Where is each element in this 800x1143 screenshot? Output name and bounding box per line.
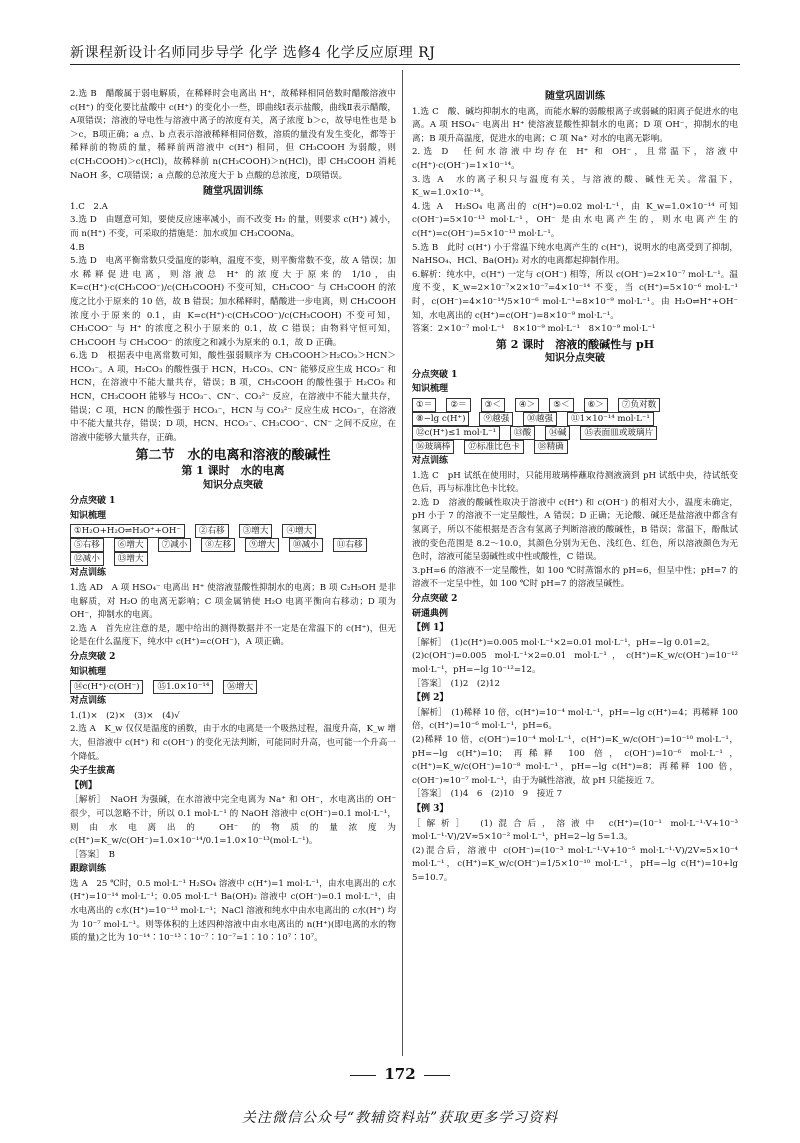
paragraph: ［答案］ B xyxy=(70,849,115,860)
paragraph: 2.选 D 任何水溶液中均存在 H⁺ 和 OH⁻，且常温下，溶液中 c(H⁺)·c(OH⁻)=1×10⁻¹⁴。 xyxy=(412,147,738,171)
paragraph: 1.(1)× (2)× (3)× (4)√ xyxy=(70,710,180,721)
answer-cell: ⑫c(H⁺)≤1 mol·L⁻¹ xyxy=(412,426,500,440)
paragraph: 4.B xyxy=(70,242,85,253)
answer-cell: ⑧左移 xyxy=(201,538,235,552)
answer-cell: ⑥增大 xyxy=(114,538,148,552)
paragraph: 选 A 25 ℃时，0.5 mol·L⁻¹ H₂SO₄ 溶液中 c(H⁺)=1 mol·L⁻¹，由水电离出的 c水(H⁺)=10⁻¹⁴ mol·L⁻¹；0.05 mol·L⁻¹ Ba(OH)₂ 溶液中 c(OH⁻)=0.1 mol·L⁻¹，由水电离出的 c水(H⁺)=10⁻¹³ mol·L⁻¹；NaCl 溶液和纯水中由水电离出的 c水(H⁺) 均为 10⁻⁷ mol·L⁻¹。则等体积的上述四种溶液中由水电离出的 n(H⁺)(即电离的水的物质的量)之比为 10⁻¹⁴∶10⁻¹³∶10⁻⁷∶10⁻⁷=1∶10∶10⁷∶10⁷。 xyxy=(70,878,396,944)
answer-cell: ⑤＜ xyxy=(549,398,573,412)
right-column xyxy=(412,88,738,1050)
answer-grid-row xyxy=(70,524,396,538)
paragraph: (2)c(OH⁻)=0.005 mol·L⁻¹×2=0.01 mol·L⁻¹，c(H⁺)=K_w/c(OH⁻)=10⁻¹² mol·L⁻¹，pH=−lg 10⁻¹²=12。 xyxy=(412,651,738,675)
paragraph: 2.选 B 醋酸属于弱电解质，在稀释时会电离出 H⁺，故稀释相同倍数时醋酸溶液中 c(H⁺) 的变化要比盐酸中 c(H⁺) 的变化小一些，即曲线Ⅰ表示盐酸，曲线Ⅱ表示醋酸，A项错误；溶液的导电性与溶液中离子的浓度有关，离子浓度 b＞c，故导电性也是 b＞c，B项正确；a 点、b 点表示溶液稀释相同倍数，溶质的量没有发生变化，都等于稀释前的物质的量，稀释前两溶液中 c(H⁺) 相同，但 CH₃COOH 为弱酸，则 c(CH₃COOH)＞c(HCl)，故稀释前 n(CH₃COOH)＞n(HCl)，即 CH₃COOH 消耗 NaOH 多，C项错误；a 点酸的总浓度大于 b 点酸的总浓度，D项错误。 xyxy=(70,89,396,181)
sub-heading: 知识分点突破 xyxy=(203,479,263,491)
paragraph: 答案：2×10⁻⁷ mol·L⁻¹ 8×10⁻⁹ mol·L⁻¹ 8×10⁻⁹ mol·L⁻¹ xyxy=(412,324,656,335)
answer-cell: ③增大 xyxy=(239,524,273,538)
answer-cell: ⑭c(H⁺)·c(OH⁻) xyxy=(70,680,143,694)
paragraph: 4.选 A H₂SO₄ 电离出的 c(H⁺)=0.02 mol·L⁻¹，由 K_w=1.0×10⁻¹⁴ 可知 c(OH⁻)=5×10⁻¹³ mol·L⁻¹，OH⁻ 是由水电离产生的，则水电离产生的 c(H⁺)=c(OH⁻)=5×10⁻¹³ mol·L⁻¹。 xyxy=(412,201,738,239)
answer-grid-row xyxy=(70,680,396,694)
paragraph: ［答案］ (1)2 (2)12 xyxy=(412,678,501,689)
label-heading: 知识梳理 xyxy=(70,510,107,521)
answer-cell: ③＜ xyxy=(481,398,505,412)
left-column xyxy=(70,88,396,1050)
paragraph: 6.解析：纯水中，c(H⁺) 一定与 c(OH⁻) 相等，所以 c(OH⁻)=2×10⁻⁷ mol·L⁻¹。温度不变，K_w=2×10⁻⁷×2×10⁻⁷=4×10⁻¹⁴ 不变，当 c(H⁺)=5×10⁻⁶ mol·L⁻¹ 时，c(OH⁻)=4×10⁻¹⁴/5×10⁻⁶ mol·L⁻¹=8×10⁻⁹ mol·L⁻¹。由 H₂O⇌H⁺+OH⁻ 知，水电离出的 c(H⁺)=c(OH⁻)=8×10⁻⁹ mol·L⁻¹。 xyxy=(412,269,738,321)
answer-cell: ⑭碱 xyxy=(545,426,570,440)
answer-cell: ⑤右移 xyxy=(70,538,104,552)
answer-cell: ⑮1.0×10⁻¹⁴ xyxy=(153,680,213,694)
answer-cell: ⑦负对数 xyxy=(618,398,660,412)
paragraph: ［答案］ (1)4 6 (2)10 9 接近 7 xyxy=(412,789,563,800)
answer-grid-row xyxy=(412,426,738,440)
label-heading: 【例 2】 xyxy=(412,693,449,704)
paragraph: (2)混合后，溶液中 c(OH⁻)=(10⁻³ mol·L⁻¹·V+10⁻⁵ mol·L⁻¹·V)/2V≈5×10⁻⁴ mol·L⁻¹，c(H⁺)=K_w/c(OH⁻)=1/5×10⁻¹⁰ mol·L⁻¹，pH=−lg c(H⁺)=10+lg 5=10.7。 xyxy=(412,845,738,883)
label-heading: 分点突破 1 xyxy=(412,369,458,380)
answer-cell: ⑩减小 xyxy=(289,538,323,552)
paragraph: ［解析］ (1)c(H⁺)=0.005 mol·L⁻¹×2=0.01 mol·L⁻¹，pH=−lg 0.01=2。 xyxy=(412,637,716,648)
label-heading: 跟踪训练 xyxy=(70,864,107,875)
paragraph: 3.选 A 水的离子积只与温度有关，与溶液的酸、碱性无关。常温下，K_w=1.0×10⁻¹⁴。 xyxy=(412,174,738,199)
paragraph: 2.选 A K_w 仅仅是温度的函数，由于水的电离是一个吸热过程，温度升高，K_w 增大，但溶液中 c(H⁺) 和 c(OH⁻) 的变化无法判断，可能同时升高，也可能一个升高一个降低。 xyxy=(70,724,396,762)
label-heading: 对点训练 xyxy=(70,568,107,579)
answer-cell: ⑨增大 xyxy=(245,538,279,552)
page-number-dash-left xyxy=(350,1075,376,1076)
label-heading: 研通典例 xyxy=(412,608,449,619)
answer-cell: ⑬酸 xyxy=(510,426,535,440)
answer-cell: ⑧−lg c(H⁺) xyxy=(412,412,469,426)
paragraph: 1.选 AD A 项 HSO₄⁻ 电离出 H⁺ 使溶液显酸性抑制水的电离；B 项 C₂H₅OH 是非电解质，对 H₂O 的电离无影响；C 项金属钠使 H₂O 电离平衡向右移动；D 项为 OH⁻，抑制水的电离。 xyxy=(70,583,396,621)
answer-grid-row xyxy=(412,412,738,426)
answer-cell: ⑥＞ xyxy=(584,398,608,412)
paragraph: (2)稀释 10 倍，c(OH⁻)=10⁻⁴ mol·L⁻¹，c(H⁺)=K_w/c(OH⁻)=10⁻¹⁰ mol·L⁻¹，pH=−lg c(H⁺)=10；再稀释 100 倍，c(OH⁻)=10⁻⁶ mol·L⁻¹，c(H⁺)=K_w/c(OH⁻)=10⁻⁸ mol·L⁻¹，pH=−lg c(H⁺)=8；再稀释 100 倍，c(OH⁻)≈10⁻⁷ mol·L⁻¹，由于为碱性溶液，故 pH 只能接近 7。 xyxy=(412,734,738,786)
section-heading: 随堂巩固训练 xyxy=(545,91,605,102)
page-number-block xyxy=(0,1065,800,1083)
paragraph: ［解析］ (1)稀释 10 倍，c(H⁺)=10⁻⁴ mol·L⁻¹，pH=−lg c(H⁺)=4；再稀释 100 倍，c(H⁺)=10⁻⁶ mol·L⁻¹，pH=6。 xyxy=(412,707,738,732)
answer-cell: ⑩越强 xyxy=(523,412,557,426)
answer-cell: ④＞ xyxy=(515,398,539,412)
paragraph: 1.C 2.A xyxy=(70,201,108,212)
answer-grid-row xyxy=(412,440,738,454)
paragraph: ［解析］ (1)混合后，溶液中 c(H⁺)=(10⁻¹ mol·L⁻¹·V+10⁻³ mol·L⁻¹·V)/2V≈5×10⁻² mol·L⁻¹，pH=2−lg 5=1.3。 xyxy=(412,818,738,843)
paragraph: 5.选 B 此时 c(H⁺) 小于常温下纯水电离产生的 c(H⁺)，说明水的电离受到了抑制，NaHSO₄、HCl、Ba(OH)₂ 对水的电离都起抑制作用。 xyxy=(412,242,738,267)
label-heading: 分点突破 2 xyxy=(412,594,458,604)
answer-cell: ⑯增大 xyxy=(223,680,257,694)
paragraph: 5.选 D 电离平衡常数只受温度的影响，温度不变，则平衡常数不变，故 A 错误；加水稀释促进电离，则溶液总 H⁺ 的浓度大于原来的 1/10，由 K=c(H⁺)·c(CH₃COO⁻)/c(CH₃COOH) 不变可知，CH₃COO⁻ 与 CH₃COOH 的浓度之比小于原来的 10 倍，故 B 错误；加水稀释时，醋酸进一步电离，则 CH₃COOH 浓度小于原来的 0.1，由 K=c(H⁺)·c(CH₃COO⁻)/c(CH₃COOH) 不变可知，CH₃COO⁻ 与 H⁺ 的浓度之积小于原来的 0.1，故 C 错误；由物料守恒可知，CH₃COOH 与 CH₃COO⁻ 的浓度之和减小为原来的 0.1，故 D 正确。 xyxy=(70,256,396,348)
answer-cell: ④增大 xyxy=(282,524,316,538)
column-divider xyxy=(402,70,403,1056)
footer-note: 关注微信公众号“教辅资料站”获取更多学习资料 xyxy=(241,1110,559,1126)
answer-grid-row xyxy=(70,552,396,566)
answer-cell: ⑪右移 xyxy=(333,538,367,552)
label-heading: 对点训练 xyxy=(70,696,107,707)
answer-cell: ⑮表面皿或玻璃片 xyxy=(580,426,657,440)
answer-cell: ⑦减小 xyxy=(158,538,192,552)
answer-grid-row xyxy=(412,398,738,412)
header-title: 新课程新设计名师同步导学 化学 选修4 化学反应原理 RJ xyxy=(70,45,436,62)
paragraph: 3.pH=6 的溶液不一定呈酸性，如 100 ℃时蒸馏水的 pH=6，但呈中性；pH=7 的溶液不一定呈中性，如 100 ℃时 pH=7 的溶液呈碱性。 xyxy=(412,565,738,590)
label-heading: 【例 3】 xyxy=(412,803,449,814)
answer-cell: ⑯玻璃棒 xyxy=(412,440,454,454)
label-heading: 【例 1】 xyxy=(412,623,449,634)
answer-cell: ⑪1×10⁻¹⁴ mol·L⁻¹ xyxy=(567,412,654,426)
label-heading: 知识梳理 xyxy=(70,666,107,677)
page-header xyxy=(70,42,740,65)
label-heading: 对点训练 xyxy=(412,456,449,467)
label-heading: 知识梳理 xyxy=(412,384,449,395)
paragraph: 3.选 D 由题意可知，要使反应速率减小，而不改变 H₂ 的量，则要求 c(H⁺) 减小，而 n(H⁺) 不变，可采取的措施是：加水或加 CH₃COONa。 xyxy=(70,215,396,239)
answer-cell: ⑫减小 xyxy=(70,552,104,566)
answer-cell: ⑬增大 xyxy=(114,552,148,566)
answer-cell: ②右移 xyxy=(195,524,229,538)
paragraph: 1.选 C pH 试纸在使用时，只能用玻璃棒蘸取待测液滴到 pH 试纸中央，待试纸变色后，再与标准比色卡比较。 xyxy=(412,470,738,495)
lesson-heading: 第 1 课时 水的电离 xyxy=(181,464,285,478)
answer-grid xyxy=(70,524,396,566)
chapter-heading: 第二节 水的电离和溶液的酸碱性 xyxy=(135,448,331,464)
label-heading: 分点突破 2 xyxy=(70,651,116,662)
lesson-heading: 第 2 课时 溶液的酸碱性与 pH xyxy=(495,337,655,351)
sub-heading: 知识分点突破 xyxy=(545,353,605,365)
paragraph: ［解析］ NaOH 为强碱，在水溶液中完全电离为 Na⁺ 和 OH⁻，水电离出的 OH⁻ 很少，可以忽略不计，所以 0.1 mol·L⁻¹ 的 NaOH 溶液中 c(OH⁻)=0.1 mol·L⁻¹，则由水电离出的 OH⁻ 的物质的量浓度为 c(H⁺)=K_w/c(OH⁻)=1.0×10⁻¹⁴/0.1=1.0×10⁻¹³(mol·L⁻¹)。 xyxy=(70,795,396,847)
answer-cell: ⑰标准比色卡 xyxy=(464,440,524,454)
paragraph: 2.选 D 溶液的酸碱性取决于溶液中 c(H⁺) 和 c(OH⁻) 的相对大小，温度未确定，pH 小于 7 的溶液不一定呈酸性，A 错误；D 正确；无论酸、碱还是盐溶液中都含有氢离子，所以不能根据是否含有氢离子判断溶液的酸碱性，B 错误；常温下，酚酞试液的变色范围是 8.2～10.0，其颜色分别为无色、浅红色、红色，所以溶液颜色为无色时，溶液可能呈弱碱性或中性或酸性，C 错误。 xyxy=(412,497,738,563)
label-heading: 【例】 xyxy=(70,780,98,791)
answer-cell: ⑨越强 xyxy=(479,412,513,426)
section-heading: 随堂巩固训练 xyxy=(203,186,263,198)
paragraph: 6.选 D 根据表中电离常数可知，酸性强弱顺序为 CH₃COOH＞H₂CO₃＞HCN＞HCO₃⁻。A 项，H₂CO₃ 的酸性强于 HCN，H₂CO₃、CN⁻ 能够反应生成 HCO₃⁻ 和 HCN，在溶液中不能大量共存，错误；B 项，CH₃COOH 的酸性强于 H₂CO₃ 和 HCN，CH₃COOH 能够与 HCO₃⁻、CN⁻、CO₃²⁻ 反应，在溶液中不能大量共存，错误；C 项，HCN 的酸性强于 HCO₃⁻，HCN 与 CO₃²⁻ 反应生成 HCO₃⁻，在溶液中不能大量共存，错误；D 项，HCN、HCO₃⁻、CH₃COO⁻、CN⁻ 之间不反应，在溶液中能够大量共存，正确。 xyxy=(70,351,396,443)
paragraph: 1.选 C 酸、碱均抑制水的电离，而能水解的弱酸根离子或弱碱的阳离子促进水的电离。A 项 HSO₄⁻ 电离出 H⁺ 使溶液显酸性抑制水的电离；D 项 OH⁻，抑制水的电离；B 项升高温度，促进水的电离；C 项 Na⁺ 对水的电离无影响。 xyxy=(412,106,738,144)
label-heading: 分点突破 1 xyxy=(70,496,116,507)
answer-cell: ①H₂O+H₂O⇌H₃O⁺+OH⁻ xyxy=(70,524,185,538)
page-number: 172 xyxy=(384,1065,416,1083)
answer-grid-row xyxy=(70,538,396,552)
label-heading: 尖子生拔高 xyxy=(70,766,116,777)
answer-cell: ①＝ xyxy=(412,398,436,412)
answer-grid xyxy=(412,398,738,454)
answer-cell: ②＝ xyxy=(446,398,470,412)
page-number-dash-right xyxy=(424,1075,450,1076)
answer-cell: ⑱精确 xyxy=(534,440,568,454)
paragraph: 2.选 A 首先应注意的是，题中给出的测得数据并不一定是在常温下的 c(H⁺)，但无论是在什么温度下，纯水中 c(H⁺)=c(OH⁻)，A 项正确。 xyxy=(70,623,396,648)
answer-grid xyxy=(70,680,396,694)
